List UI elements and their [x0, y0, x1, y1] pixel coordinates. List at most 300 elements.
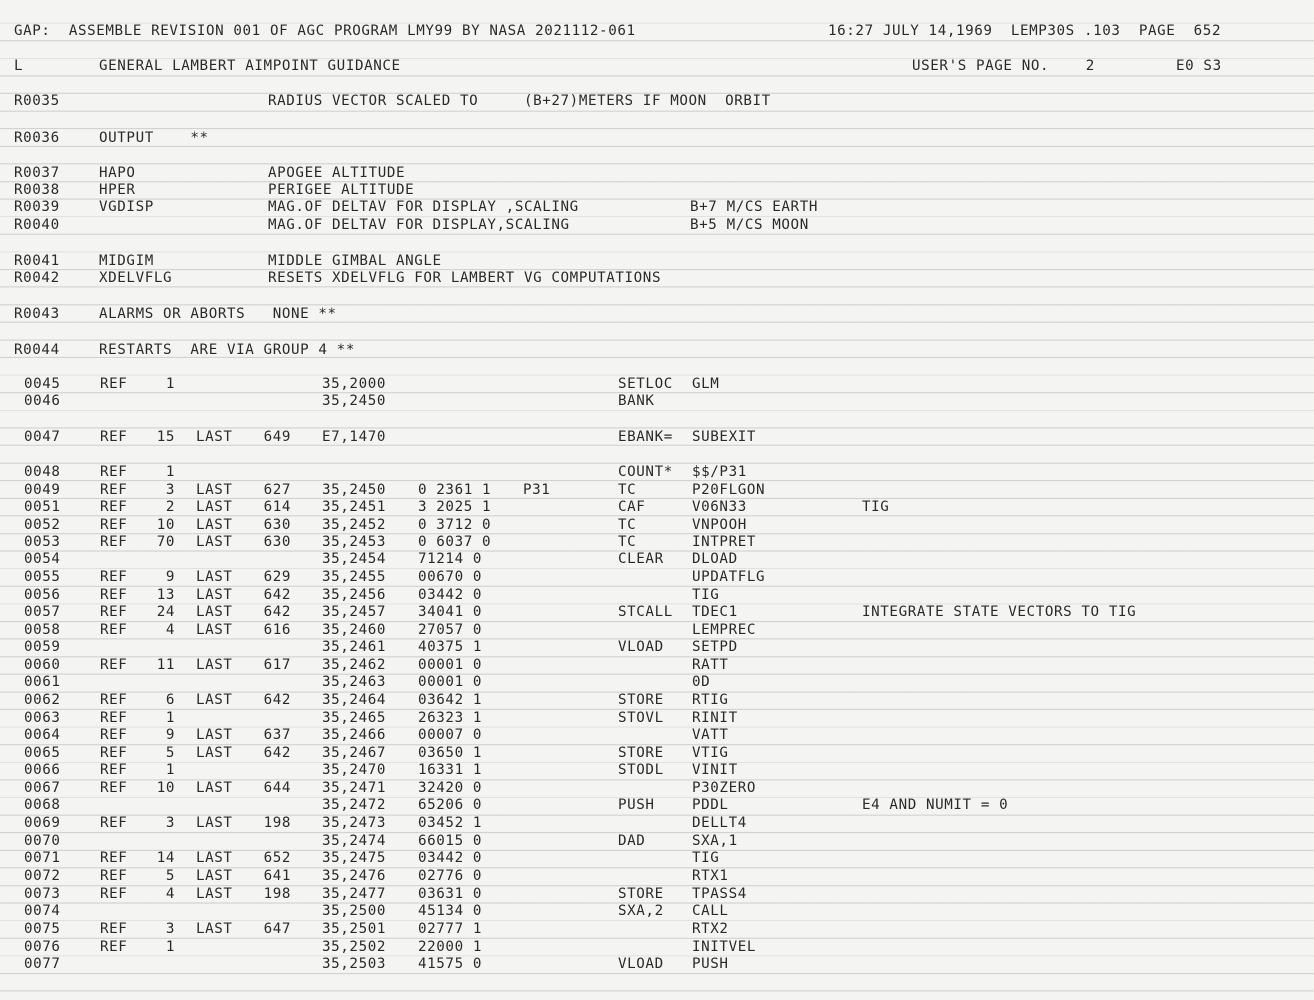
address: 35,2460: [322, 622, 386, 638]
machine-code: 03642 1: [418, 692, 482, 708]
line-number: R0043: [14, 306, 60, 322]
line-number: 0065: [24, 745, 61, 761]
machine-code: 40375 1: [418, 639, 482, 655]
address: 35,2465: [322, 710, 386, 726]
ref-label: REF: [100, 587, 128, 603]
code-line: [0, 673, 1314, 691]
machine-code: 3 2025 1: [418, 499, 492, 515]
last-label: LAST: [196, 534, 233, 550]
ref-label: REF: [100, 376, 128, 392]
ref-label: REF: [100, 517, 128, 533]
code-line: [0, 656, 1314, 674]
address: 35,2463: [322, 674, 386, 690]
last-label: LAST: [196, 569, 233, 585]
opcode: VLOAD: [618, 639, 664, 655]
code-line: [0, 481, 1314, 499]
line-number: 0069: [24, 815, 61, 831]
opcode: CLEAR: [618, 551, 664, 567]
last-label: LAST: [196, 604, 233, 620]
opcode: STCALL: [618, 604, 673, 620]
last-page: 637: [263, 727, 291, 743]
ref-label: REF: [100, 569, 128, 585]
operand: TPASS4: [692, 886, 747, 902]
code-line: [0, 533, 1314, 551]
opcode: EBANK=: [618, 429, 673, 445]
line-number: 0067: [24, 780, 61, 796]
operand: P20FLGON: [692, 482, 766, 498]
code-line: [0, 814, 1314, 832]
last-page: 627: [263, 482, 291, 498]
line-number: 0072: [24, 868, 61, 884]
last-label: LAST: [196, 482, 233, 498]
ref-label: REF: [100, 762, 128, 778]
comment: TIG: [862, 499, 890, 515]
remark-name: ALARMS OR ABORTS NONE **: [99, 306, 337, 322]
operand: RTX1: [692, 868, 729, 884]
ref-label: REF: [100, 727, 128, 743]
line-number: 0062: [24, 692, 61, 708]
ref-label: REF: [100, 622, 128, 638]
ref-count: 3: [165, 815, 175, 831]
last-page: 641: [263, 868, 291, 884]
address: 35,2451: [322, 499, 386, 515]
machine-code: 71214 0: [418, 551, 482, 567]
ref-label: REF: [100, 429, 128, 445]
line-number: R0035: [14, 93, 60, 109]
operand: RATT: [692, 657, 729, 673]
user-page-number: USER'S PAGE NO. 2: [912, 58, 1095, 74]
ref-count: 6: [165, 692, 175, 708]
opcode: BANK: [618, 393, 655, 409]
address: 35,2461: [322, 639, 386, 655]
line-number: 0046: [24, 393, 61, 409]
address: 35,2000: [322, 376, 386, 392]
operand: TDEC1: [692, 604, 738, 620]
line-number: 0049: [24, 482, 61, 498]
remark-name: OUTPUT **: [99, 130, 209, 146]
line-number: R0036: [14, 130, 60, 146]
address: 35,2471: [322, 780, 386, 796]
address: E7,1470: [322, 429, 386, 445]
comment: E4 AND NUMIT = 0: [862, 797, 1009, 813]
ref-count: 1: [165, 464, 175, 480]
machine-code: 34041 0: [418, 604, 482, 620]
last-page: 644: [263, 780, 291, 796]
last-label: LAST: [196, 727, 233, 743]
subheader-code: E0 S3: [1176, 58, 1222, 74]
operand: CALL: [692, 903, 729, 919]
last-label: LAST: [196, 499, 233, 515]
operand: TIG: [692, 850, 720, 866]
operand: UPDATFLG: [692, 569, 766, 585]
machine-code: 03452 1: [418, 815, 482, 831]
line-number: 0076: [24, 939, 61, 955]
code-line: [0, 832, 1314, 850]
remark-description: MAG.OF DELTAV FOR DISPLAY ,SCALING: [268, 199, 579, 215]
machine-code: 03650 1: [418, 745, 482, 761]
operand: LEMPREC: [692, 622, 756, 638]
remark-name: XDELVFLG: [99, 270, 173, 286]
operand: SETPD: [692, 639, 738, 655]
operand: VATT: [692, 727, 729, 743]
line-number: 0052: [24, 517, 61, 533]
opcode: CAF: [618, 499, 646, 515]
ref-count: 10: [156, 517, 175, 533]
ref-count: 15: [156, 429, 175, 445]
machine-code: 00001 0: [418, 674, 482, 690]
operand: DLOAD: [692, 551, 738, 567]
ref-label: REF: [100, 745, 128, 761]
line-number: 0066: [24, 762, 61, 778]
code-line: [0, 849, 1314, 867]
line-number: 0074: [24, 903, 61, 919]
operand: DELLT4: [692, 815, 747, 831]
code-line: [0, 516, 1314, 534]
code-line: [0, 691, 1314, 709]
last-label: LAST: [196, 692, 233, 708]
line-number: 0060: [24, 657, 61, 673]
operand: VNPOOH: [692, 517, 747, 533]
line-number: 0047: [24, 429, 61, 445]
remark-description: APOGEE ALTITUDE: [268, 165, 406, 181]
last-page: 652: [263, 850, 291, 866]
remark-description: RESETS XDELVFLG FOR LAMBERT VG COMPUTATIONS: [268, 270, 662, 286]
operand: 0D: [692, 674, 711, 690]
opcode: STODL: [618, 762, 664, 778]
machine-code: 0 2361 1: [418, 482, 492, 498]
machine-code: 0 6037 0: [418, 534, 492, 550]
ref-count: 1: [165, 939, 175, 955]
address: 35,2462: [322, 657, 386, 673]
remark-line: [0, 181, 1314, 199]
address: 35,2467: [322, 745, 386, 761]
code-line: [0, 920, 1314, 938]
last-page: 642: [263, 692, 291, 708]
remark-line: [0, 164, 1314, 182]
operand: RTIG: [692, 692, 729, 708]
remark-description: PERIGEE ALTITUDE: [268, 182, 415, 198]
machine-code: 22000 1: [418, 939, 482, 955]
remark-scaling: B+5 M/CS MOON: [690, 217, 809, 233]
last-label: LAST: [196, 622, 233, 638]
line-number: 0058: [24, 622, 61, 638]
remark-line: [0, 341, 1314, 359]
remark-line: [0, 92, 1314, 110]
last-page: 617: [263, 657, 291, 673]
remark-line: [0, 252, 1314, 270]
last-page: 629: [263, 569, 291, 585]
line-number: 0055: [24, 569, 61, 585]
line-number: 0063: [24, 710, 61, 726]
last-label: LAST: [196, 886, 233, 902]
remark-name: HPER: [99, 182, 136, 198]
address: 35,2500: [322, 903, 386, 919]
code-line: [0, 428, 1314, 446]
code-line: [0, 726, 1314, 744]
ref-label: REF: [100, 534, 128, 550]
opcode: SXA,2: [618, 903, 664, 919]
address: 35,2453: [322, 534, 386, 550]
opcode: STORE: [618, 886, 664, 902]
address: 35,2464: [322, 692, 386, 708]
machine-code: 32420 0: [418, 780, 482, 796]
ref-count: 1: [165, 376, 175, 392]
last-label: LAST: [196, 745, 233, 761]
opcode: TC: [618, 534, 637, 550]
address: 35,2475: [322, 850, 386, 866]
line-number: R0039: [14, 199, 60, 215]
ref-count: 1: [165, 762, 175, 778]
address: 35,2472: [322, 797, 386, 813]
opcode: STOVL: [618, 710, 664, 726]
code-line: [0, 375, 1314, 393]
line-number: R0040: [14, 217, 60, 233]
ref-label: REF: [100, 692, 128, 708]
opcode: STORE: [618, 745, 664, 761]
code-line: [0, 796, 1314, 814]
code-line: [0, 463, 1314, 481]
ref-label: REF: [100, 921, 128, 937]
opcode: TC: [618, 517, 637, 533]
machine-code: 27057 0: [418, 622, 482, 638]
last-page: 642: [263, 587, 291, 603]
ref-count: 3: [165, 921, 175, 937]
comment: INTEGRATE STATE VECTORS TO TIG: [862, 604, 1137, 620]
header-title: GAP: ASSEMBLE REVISION 001 OF AGC PROGRAM LMY99 BY NASA 2021112-061: [14, 23, 636, 39]
machine-code: 03442 0: [418, 587, 482, 603]
code-line: [0, 603, 1314, 621]
remark-scaling: B+7 M/CS EARTH: [690, 199, 818, 215]
opcode: STORE: [618, 692, 664, 708]
address: 35,2450: [322, 393, 386, 409]
machine-code: 66015 0: [418, 833, 482, 849]
address: 35,2476: [322, 868, 386, 884]
code-line: [0, 885, 1314, 903]
last-page: 630: [263, 517, 291, 533]
address: 35,2470: [322, 762, 386, 778]
operand: TIG: [692, 587, 720, 603]
ref-label: REF: [100, 657, 128, 673]
machine-code: 02777 1: [418, 921, 482, 937]
line-number: R0037: [14, 165, 60, 181]
address: 35,2503: [322, 956, 386, 972]
last-page: 614: [263, 499, 291, 515]
ref-count: 10: [156, 780, 175, 796]
remark-name: MIDGIM: [99, 253, 154, 269]
last-page: 198: [263, 886, 291, 902]
machine-code: 45134 0: [418, 903, 482, 919]
ref-count: 5: [165, 745, 175, 761]
remark-name: RESTARTS ARE VIA GROUP 4 **: [99, 342, 355, 358]
ref-count: 24: [156, 604, 175, 620]
last-label: LAST: [196, 657, 233, 673]
code-line: [0, 498, 1314, 516]
last-label: LAST: [196, 921, 233, 937]
ref-count: 4: [165, 622, 175, 638]
remark-line: [0, 269, 1314, 287]
header-date-page: 16:27 JULY 14,1969 LEMP30S .103 PAGE 652: [828, 23, 1222, 39]
operand: V06N33: [692, 499, 747, 515]
address: 35,2456: [322, 587, 386, 603]
ref-label: REF: [100, 710, 128, 726]
line-number: 0056: [24, 587, 61, 603]
code-line: [0, 744, 1314, 762]
code-line: [0, 867, 1314, 885]
header-line: [0, 22, 1314, 40]
code-line: [0, 779, 1314, 797]
operand: RTX2: [692, 921, 729, 937]
code-line: [0, 709, 1314, 727]
line-number: 0051: [24, 499, 61, 515]
code-line: [0, 638, 1314, 656]
remark-name: HAPO: [99, 165, 136, 181]
line-number: 0068: [24, 797, 61, 813]
operand: SXA,1: [692, 833, 738, 849]
code-line: [0, 761, 1314, 779]
operand: RINIT: [692, 710, 738, 726]
operand: INITVEL: [692, 939, 756, 955]
address: 35,2501: [322, 921, 386, 937]
opcode: TC: [618, 482, 637, 498]
address: 35,2455: [322, 569, 386, 585]
ref-label: REF: [100, 604, 128, 620]
last-label: LAST: [196, 850, 233, 866]
ref-count: 13: [156, 587, 175, 603]
line-number: 0075: [24, 921, 61, 937]
ref-label: REF: [100, 464, 128, 480]
ref-label: REF: [100, 780, 128, 796]
line-number: 0064: [24, 727, 61, 743]
subheader-line: [0, 57, 1314, 75]
code-label: P31: [523, 482, 551, 498]
line-number: R0044: [14, 342, 60, 358]
subheader-marker: L: [14, 58, 24, 74]
address: 35,2457: [322, 604, 386, 620]
last-label: LAST: [196, 815, 233, 831]
code-line: [0, 621, 1314, 639]
address: 35,2452: [322, 517, 386, 533]
operand: $$/P31: [692, 464, 747, 480]
remark-description: MAG.OF DELTAV FOR DISPLAY,SCALING: [268, 217, 570, 233]
operand: PDDL: [692, 797, 729, 813]
machine-code: 02776 0: [418, 868, 482, 884]
operand: PUSH: [692, 956, 729, 972]
operand: SUBEXIT: [692, 429, 756, 445]
last-label: LAST: [196, 868, 233, 884]
machine-code: 16331 1: [418, 762, 482, 778]
line-number: 0054: [24, 551, 61, 567]
last-page: 630: [263, 534, 291, 550]
ref-label: REF: [100, 886, 128, 902]
ref-count: 1: [165, 710, 175, 726]
line-number: 0059: [24, 639, 61, 655]
operand: GLM: [692, 376, 720, 392]
opcode: VLOAD: [618, 956, 664, 972]
line-number: 0061: [24, 674, 61, 690]
line-number: 0070: [24, 833, 61, 849]
last-page: 647: [263, 921, 291, 937]
operand: VTIG: [692, 745, 729, 761]
ref-count: 5: [165, 868, 175, 884]
subheader-title: GENERAL LAMBERT AIMPOINT GUIDANCE: [99, 58, 401, 74]
ref-count: 3: [165, 482, 175, 498]
machine-code: 65206 0: [418, 797, 482, 813]
opcode: PUSH: [618, 797, 655, 813]
ref-label: REF: [100, 868, 128, 884]
address: 35,2477: [322, 886, 386, 902]
last-page: 649: [263, 429, 291, 445]
address: 35,2473: [322, 815, 386, 831]
opcode: DAD: [618, 833, 646, 849]
code-line: [0, 586, 1314, 604]
remark-name: VGDISP: [99, 199, 154, 215]
line-number: R0038: [14, 182, 60, 198]
last-label: LAST: [196, 780, 233, 796]
line-number: 0073: [24, 886, 61, 902]
line-number: 0053: [24, 534, 61, 550]
line-number: R0041: [14, 253, 60, 269]
remark-line: [0, 305, 1314, 323]
address: 35,2502: [322, 939, 386, 955]
ref-label: REF: [100, 850, 128, 866]
ref-count: 14: [156, 850, 175, 866]
last-label: LAST: [196, 587, 233, 603]
ref-label: REF: [100, 939, 128, 955]
code-line: [0, 550, 1314, 568]
line-number: 0048: [24, 464, 61, 480]
code-line: [0, 902, 1314, 920]
ref-count: 2: [165, 499, 175, 515]
machine-code: 00001 0: [418, 657, 482, 673]
last-page: 198: [263, 815, 291, 831]
opcode: SETLOC: [618, 376, 673, 392]
machine-code: 03442 0: [418, 850, 482, 866]
machine-code: 00670 0: [418, 569, 482, 585]
last-label: LAST: [196, 517, 233, 533]
ref-label: REF: [100, 499, 128, 515]
machine-code: 03631 0: [418, 886, 482, 902]
remark-description: MIDDLE GIMBAL ANGLE: [268, 253, 442, 269]
address: 35,2474: [322, 833, 386, 849]
operand: P30ZERO: [692, 780, 756, 796]
line-number: 0071: [24, 850, 61, 866]
ref-count: 11: [156, 657, 175, 673]
remark-line: [0, 129, 1314, 147]
last-page: 616: [263, 622, 291, 638]
remark-line: [0, 216, 1314, 234]
line-number: R0042: [14, 270, 60, 286]
line-number: 0057: [24, 604, 61, 620]
last-page: 642: [263, 604, 291, 620]
address: 35,2466: [322, 727, 386, 743]
address: 35,2450: [322, 482, 386, 498]
ref-count: 9: [165, 569, 175, 585]
ref-count: 9: [165, 727, 175, 743]
ref-count: 4: [165, 886, 175, 902]
remark-description: RADIUS VECTOR SCALED TO (B+27)METERS IF MOON ORBIT: [268, 93, 771, 109]
address: 35,2454: [322, 551, 386, 567]
line-number: 0045: [24, 376, 61, 392]
code-line: [0, 955, 1314, 973]
ref-label: REF: [100, 815, 128, 831]
operand: VINIT: [692, 762, 738, 778]
operand: INTPRET: [692, 534, 756, 550]
remark-line: [0, 198, 1314, 216]
machine-code: 41575 0: [418, 956, 482, 972]
code-line: [0, 568, 1314, 586]
opcode: COUNT*: [618, 464, 673, 480]
last-label: LAST: [196, 429, 233, 445]
